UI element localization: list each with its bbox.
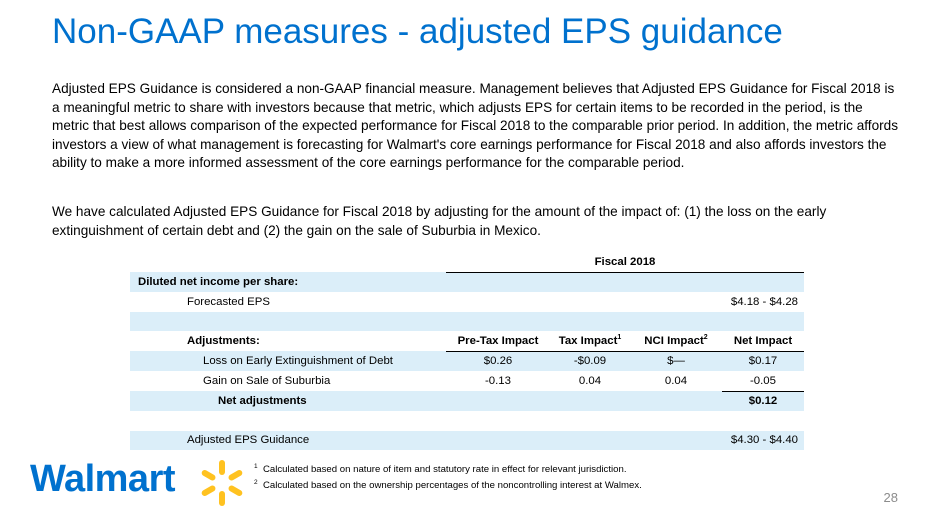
table-row [130,292,804,312]
table-row [130,371,804,391]
col-nci-header: NCI Impact$^2$ [630,331,722,351]
col-net-header: Net Impact [722,331,804,351]
loss-net: $0.17 [722,351,804,371]
table-row [130,272,804,292]
footnote-1: $^1$ Calculated based on nature of item and statutory rate in effect for relevant jurisdiction. [254,463,627,476]
loss-nci: $— [630,351,722,371]
table-header-row [130,252,804,272]
spark-icon [196,457,248,509]
gain-label: Gain on Sale of Suburbia [203,375,331,387]
gain-tax: 0.04 [578,375,602,387]
col-tax-header: Tax Impact$^1$ [550,331,630,351]
loss-label: Loss on Early Extinguishment of Debt [130,351,446,371]
table-row [130,331,804,351]
table-row [130,431,804,451]
table-row [130,411,804,431]
loss-pretax: $0.26 [446,351,550,371]
gain-nci: 0.04 [664,375,688,387]
adjusted-eps-value: $4.30 - $4.40 [722,431,804,451]
footnote-2: $^2$ Calculated based on the ownership percentages of the noncontrolling interest at Walmex. [254,479,642,492]
footnotes [254,460,642,492]
eps-guidance-table [130,252,804,450]
logo-wordmark: Walmart [30,458,176,500]
col-pretax-header: Pre-Tax Impact [446,331,550,351]
intro-paragraph: Adjusted EPS Guidance is considered a non-GAAP financial measure. Management believes that Adjusted EPS Guidance for Fiscal 2018 is a meaningful metric to share with investors because that metric, which adjusts EPS for certain items to be recorded in the period, is the metric that best allows comparison of the expected performance for Fiscal 2018 to the comparable prior period. In addition, the metric affords investors a view of what management is forecasting for Walmart's core earnings performance for Fiscal 2018 and also affords investors the ability to make a more informed assessment of the core earnings performance for the comparable period. [52,81,899,170]
method-paragraph: We have calculated Adjusted EPS Guidance for Fiscal 2018 by adjusting for the amount of the impact of: (1) the loss on the early extinguishment of certain debt and (2) the gain on the sale of Suburbia in Mexico. [52,204,827,238]
table-row [130,351,804,371]
page-title: Non-GAAP measures - adjusted EPS guidance [52,12,783,51]
table-row [130,391,804,411]
adjusted-eps-label: Adjusted EPS Guidance [130,431,446,451]
forecasted-value: $4.18 - $4.28 [730,295,798,308]
adjustments-label: Adjustments: [187,335,260,347]
diluted-label: Diluted net income per share: [130,272,446,292]
forecasted-label: Forecasted EPS [187,295,270,308]
page-number: 28 [883,490,898,505]
table-row [130,312,804,332]
fiscal-header: Fiscal 2018 [446,252,804,272]
loss-tax: -$0.09 [550,351,630,371]
gain-net: -0.05 [722,371,804,391]
net-adjustments-label: Net adjustments [130,391,446,411]
net-adjustments-value: $0.12 [722,391,804,411]
gain-pretax: -0.13 [485,375,511,387]
